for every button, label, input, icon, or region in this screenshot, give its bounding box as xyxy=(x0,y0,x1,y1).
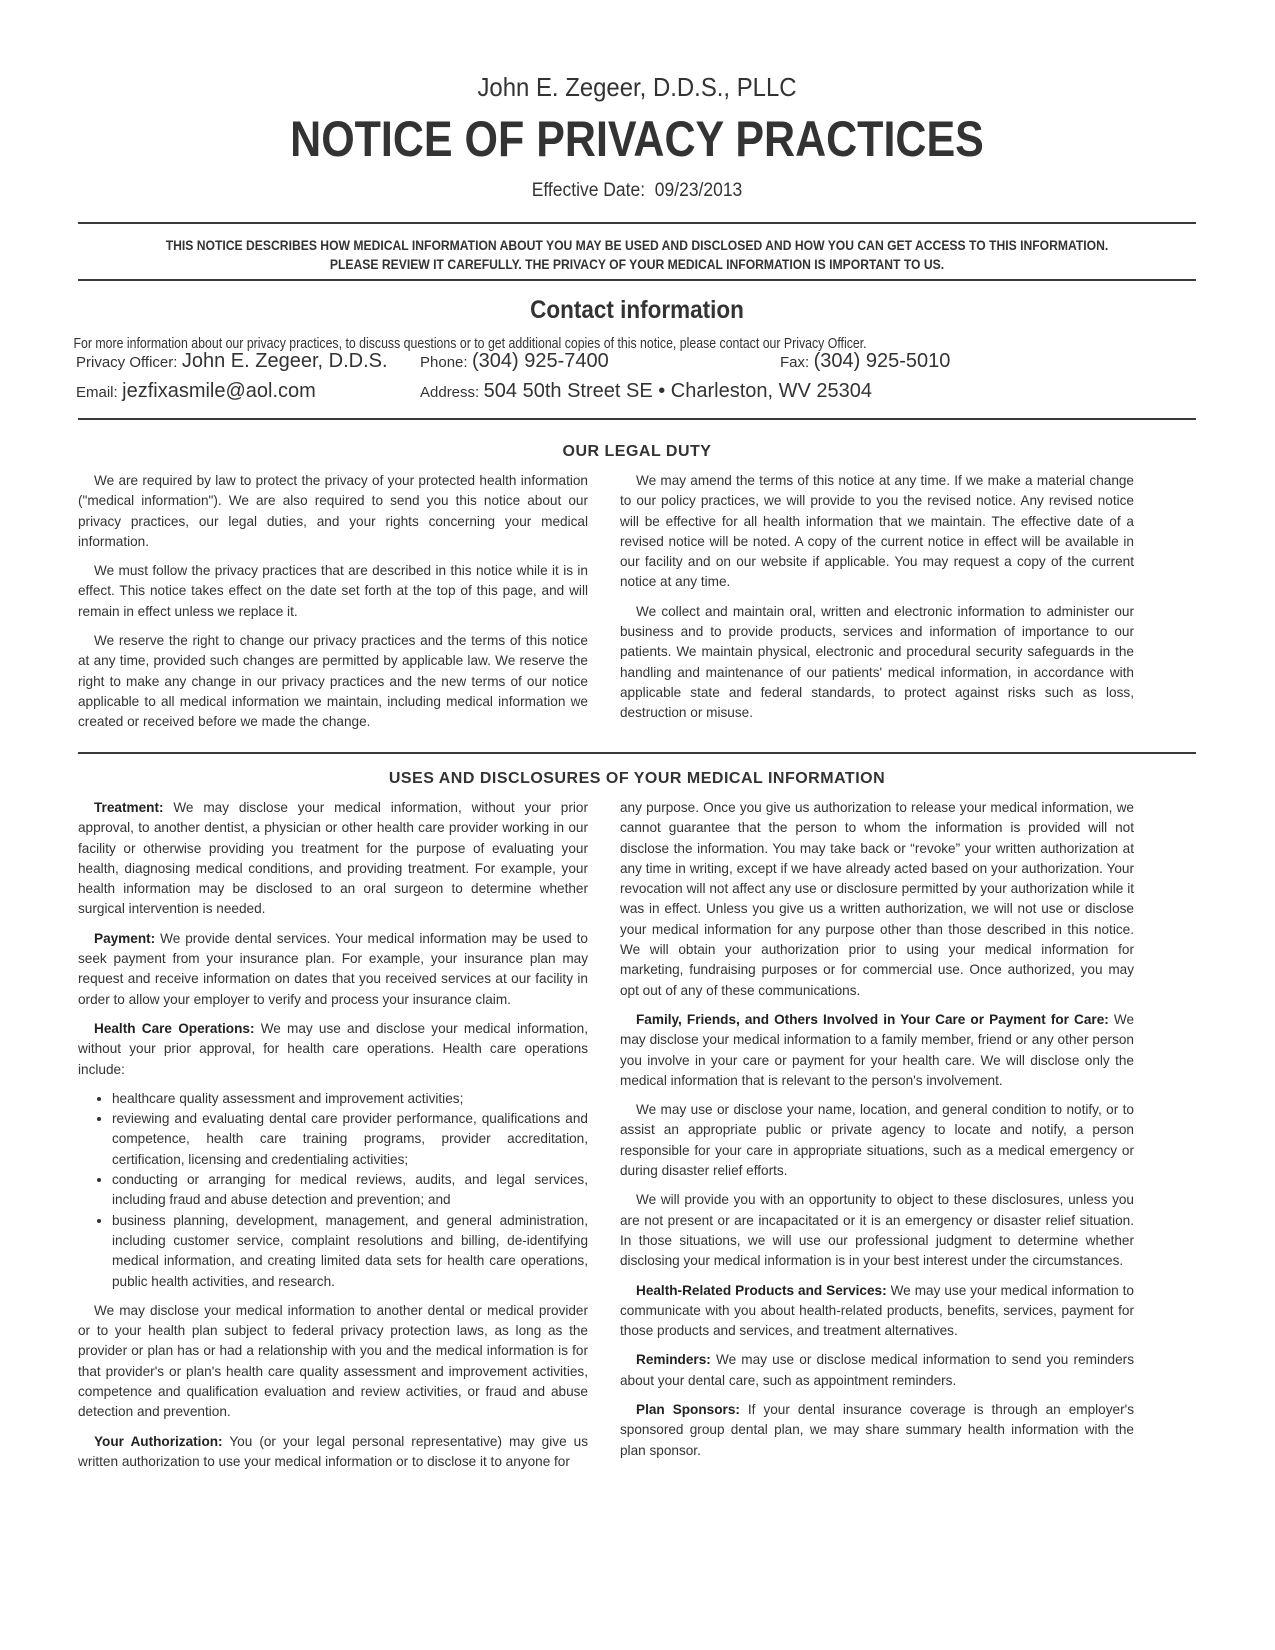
email-value[interactable]: jezfixasmile@aol.com xyxy=(122,380,316,402)
payment-label: Payment: xyxy=(94,930,156,946)
address xyxy=(420,380,872,403)
effective-date-value: 09/23/2013 xyxy=(654,180,743,201)
payment-paragraph: Payment: We provide dental services. Your medical information may be used to seek payment from your insurance plan. For example, your insurance plan may request and receive information on dates that you received services at our facility in order to allow your employer to verify and process your insurance claim. xyxy=(78,930,588,1007)
paragraph: We reserve the right to change our privacy practices and the terms of this notice at any time, provided such changes are permitted by applicable law. We reserve the right to make any change in our privacy practices and the new terms of our notice applicable to all medical information we maintain, including medical information we created or received before we made the change. xyxy=(78,633,588,730)
uses-left-column xyxy=(78,798,588,1481)
privacy-officer-label: Privacy Officer: xyxy=(76,354,178,371)
divider xyxy=(78,418,1196,420)
operations-label: Health Care Operations: xyxy=(94,1020,255,1036)
banner-line-2: PLEASE REVIEW IT CAREFULLY. THE PRIVACY OF YOUR MEDICAL INFORMATION IS IMPORTANT TO US. xyxy=(329,257,945,272)
contact-intro: For more information about our privacy practices, to discuss questions or to get additional copies of this notice, please contact our Privacy Officer. xyxy=(73,336,867,352)
paragraph: We may amend the terms of this notice at any time. If we make a material change to our policy practices, we will provide to you the revised notice. Any revised notice will be effective for all health information that we maintain. The effective date of a revised notice will be noted. A copy of the current notice in effect will be available in our facility and on our website if applicable. You may request a copy of the current notice at any time. xyxy=(620,473,1134,590)
email xyxy=(76,380,316,403)
family-paragraph: Family, Friends, and Others Involved in Your Care or Payment for Care: We may disclose your medical information to a family member, friend or any other person you involve in your care or payment for your health care. We will disclose only the medical information that is relevant to the person's involvement. xyxy=(620,1011,1134,1088)
operations-paragraph: Health Care Operations: We may use and disclose your medical information, without your prior approval, for health care operations. Health care operations include: xyxy=(78,1020,588,1077)
health-products-label: Health-Related Products and Services: xyxy=(636,1282,887,1298)
fax-label: Fax: xyxy=(780,354,810,371)
privacy-officer-value: John E. Zegeer, D.D.S. xyxy=(181,350,388,372)
effective-date-label: Effective Date: xyxy=(531,180,646,201)
address-value: 504 50th Street SE • Charleston, WV 25304 xyxy=(483,380,872,402)
legal-duty-right-column xyxy=(620,471,1134,733)
paragraph: We must follow the privacy practices that are described in this notice while it is in effect. This notice takes effect on the date set forth at the top of this page, and will remain in effect unless we replace it. xyxy=(78,563,588,619)
uses-right-column xyxy=(620,798,1134,1470)
paragraph: We collect and maintain oral, written and electronic information to administer our business and to provide products, services and information of importance to our patients. We maintain physical, electronic and procedural security safeguards in the handling and maintenance of our patients' medical information, in accordance with applicable state and federal standards, to protect against risks such as loss, destruction or misuse. xyxy=(620,603,1134,721)
operations-list xyxy=(78,1089,588,1292)
object-paragraph: We will provide you with an opportunity to object to these disclosures, unless you are not present or are incapacitated or it is an emergency or disaster relief situation. In those situations, we will use our professional judgment to determine whether disclosing your medical information is in your best interest under the circumstances. xyxy=(620,1192,1134,1269)
contact-heading: Contact information xyxy=(530,296,744,324)
notify-paragraph: We may use or disclose your name, location, and general condition to notify, or to assist an appropriate public or private agency to locate and notify, a person responsible for your care in appropriate situations, such as a medical emergency or during disaster relief efforts. xyxy=(620,1102,1134,1179)
divider xyxy=(78,752,1196,754)
email-label: Email: xyxy=(76,384,118,401)
authorization-paragraph: Your Authorization: You (or your legal personal representative) may give us written authorization to use your medical information or to disclose it to anyone for xyxy=(78,1433,588,1469)
divider xyxy=(78,222,1196,224)
privacy-officer xyxy=(76,350,388,373)
list-item: • reviewing and evaluating dental care provider performance, qualifications and competence, health care training programs, provider accreditation, certification, licensing and credentialing activities; xyxy=(112,1109,588,1170)
other-provider-paragraph: We may disclose your medical information to another dental or medical provider or to your health plan subject to federal privacy protection laws, as long as the provider or plan has or had a relationship with you and the medical information is for that provider's or plan's health care quality assessment and improvement activities, competence and qualification evaluation and review activities, or fraud and abuse detection and prevention. xyxy=(78,1302,588,1420)
fax xyxy=(780,350,950,373)
divider xyxy=(78,279,1196,281)
list-item: • healthcare quality assessment and improvement activities; xyxy=(112,1089,588,1109)
effective-date xyxy=(123,180,1152,202)
fax-value: (304) 925-5010 xyxy=(813,350,951,372)
list-item: • conducting or arranging for medical reviews, audits, and legal services, including fraud and abuse detection and prevention; and xyxy=(112,1170,588,1211)
authorization-continued: any purpose. Once you give us authorization to release your medical information, we cannot guarantee that the person to whom the information is provided will not disclose the information. You may take back or “revoke” your written authorization at any time in writing, except if we have already acted based on your authorization. Your revocation will not affect any use or disclosure permitted by your authorization while it was in effect. Unless you give us a written authorization, we will not use or disclose your medical information for any purpose other than those described in this notice. We will obtain your authorization prior to using your medical information for marketing, fundraising purposes or for commercial use. Once authorized, you may opt out of any of these communications. xyxy=(620,800,1134,998)
notice-banner xyxy=(134,236,1140,274)
legal-duty-left-column xyxy=(78,471,588,742)
health-products-paragraph: Health-Related Products and Services: We may use your medical information to communicate with you about health-related products, benefits, services, payment for those products and services, and treatment alternatives. xyxy=(620,1282,1134,1339)
plan-sponsors-label: Plan Sponsors: xyxy=(636,1402,740,1418)
treatment-paragraph: Treatment: We may disclose your medical information, without your prior approval, to another dentist, a physician or other health care provider working in our facility or otherwise providing you treatment for the purpose of evaluating your health, diagnosing medical conditions, and providing treatment. For example, your health information may be disclosed to an oral surgeon to determine whether surgical intervention is needed. xyxy=(78,800,588,917)
phone-label: Phone: xyxy=(420,354,468,371)
plan-sponsors-paragraph: Plan Sponsors: If your dental insurance coverage is through an employer's sponsored group dental plan, we may share summary health information with the plan sponsor. xyxy=(620,1402,1135,1458)
list-item: • business planning, development, management, and general administration, including customer service, complaint resolutions and billing, de-identifying medical information, and creating limited data sets for health care operations, public health activities, and research. xyxy=(112,1211,588,1292)
practice-name: John E. Zegeer, D.D.S., PLLC xyxy=(477,72,797,102)
paragraph: We are required by law to protect the privacy of your protected health information ("medical information"). We are also required to send you this notice about our privacy practices, our legal duties, and your rights concerning your medical information. xyxy=(78,473,588,549)
treatment-label: Treatment: xyxy=(94,800,164,815)
authorization-label: Your Authorization: xyxy=(94,1433,223,1449)
address-label: Address: xyxy=(420,384,480,401)
legal-duty-heading: OUR LEGAL DUTY xyxy=(562,443,712,460)
phone xyxy=(420,350,609,373)
reminders-label: Reminders: xyxy=(636,1352,711,1368)
uses-heading: USES AND DISCLOSURES OF YOUR MEDICAL INFORMATION xyxy=(388,770,886,787)
family-label: Family, Friends, and Others Involved in Your Care or Payment for Care: xyxy=(636,1011,1109,1027)
phone-value: (304) 925-7400 xyxy=(472,350,609,372)
banner-line-1: THIS NOTICE DESCRIBES HOW MEDICAL INFORMATION ABOUT YOU MAY BE USED AND DISCLOSED AND HOW YOU CAN GET ACCESS TO THIS INFORMATION. xyxy=(165,238,1109,253)
document-title: NOTICE OF PRIVACY PRACTICES xyxy=(290,111,984,167)
reminders-paragraph: Reminders: We may use or disclose medical information to send you reminders about your dental care, such as appointment reminders. xyxy=(620,1352,1134,1388)
